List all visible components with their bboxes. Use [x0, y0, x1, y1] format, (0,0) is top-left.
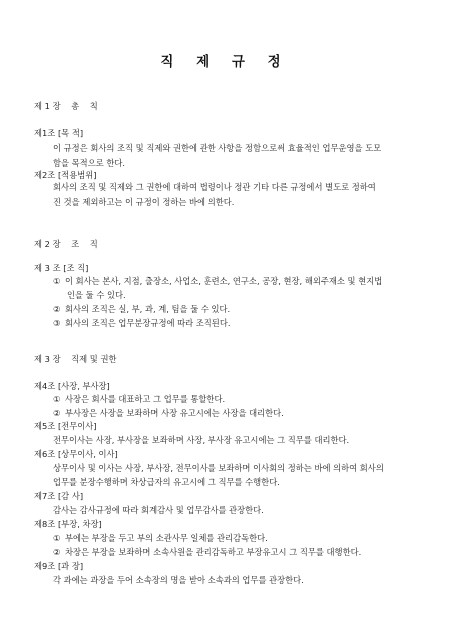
- article-8-item-1: [53, 532, 268, 544]
- article-3-item-2: [53, 303, 230, 315]
- item-text: 사장은 회사를 대표하고 그 업무를 통할한다.: [65, 394, 226, 404]
- item-marker: ②: [53, 547, 61, 557]
- article-3-heading: 제 3 조 [조 직]: [34, 263, 89, 273]
- article-1-line-1: 이 규정은 회사의 조직 및 직제와 권한에 관한 사항을 정함으로써 효율적인 업무운영을 도모: [53, 143, 382, 153]
- item-marker: ③: [53, 318, 61, 328]
- article-8-item-2: [53, 546, 361, 558]
- item-marker: ①: [53, 533, 61, 543]
- article-9-heading: 제9조 [과 장]: [34, 561, 84, 571]
- article-2-line-2: 진 것을 제외하고는 이 규정이 정하는 바에 의한다.: [53, 197, 235, 207]
- article-1-heading: 제1조 [목 적]: [34, 128, 84, 138]
- item-text: 회사의 조직은 업무분장규정에 따라 조직된다.: [65, 318, 231, 328]
- item-text: 회사의 조직은 실, 부, 과, 계, 팀을 둘 수 있다.: [65, 304, 231, 314]
- article-7-heading: 제7조 [감 사]: [34, 491, 84, 501]
- chapter-3-label: 제 3 장 직제 및 권한: [34, 354, 117, 364]
- article-7-line-1: 감사는 감사규정에 따라 회계감사 및 업무감사를 관장한다.: [53, 505, 264, 515]
- article-8-heading: 제8조 [부장, 차장]: [34, 519, 102, 529]
- article-6-line-2: 업무를 분장수행하며 차상급자의 유고시에 그 직무를 수행한다.: [53, 477, 280, 487]
- article-2-heading: 제2조 [적용범위]: [34, 170, 97, 180]
- article-3-item-1: [53, 275, 382, 287]
- article-3-item-1-cont: 인을 둘 수 있다.: [67, 290, 126, 300]
- article-4-heading: 제4조 [사장, 부사장]: [34, 381, 110, 391]
- article-5-line-1: 전무이사는 사장, 부사장을 보좌하며 사장, 부사장 유고시에는 그 직무를 대리한다.: [53, 435, 350, 445]
- article-1-line-2: 함을 목적으로 한다.: [53, 158, 126, 168]
- chapter-1-label: 제 1 장 총 칙: [34, 101, 98, 111]
- article-2-line-1: 회사의 조직 및 직제와 그 권한에 대하여 법령이나 정관 기타 다른 규정에서 별도로 정하여: [53, 182, 376, 192]
- article-6-heading: 제6조 [상무이사, 이사]: [34, 449, 118, 459]
- item-marker: ①: [53, 276, 61, 286]
- article-4-item-2: [53, 407, 284, 419]
- item-marker: ②: [53, 304, 61, 314]
- article-4-item-1: [53, 393, 225, 405]
- article-6-line-1: 상무이사 및 이사는 사장, 부사장, 전무이사를 보좌하며 이사회의 정하는 바에 의하여 회사의: [53, 463, 384, 473]
- article-5-heading: 제5조 [전무이사]: [34, 421, 97, 431]
- item-text: 부사장은 사장을 보좌하며 사장 유고시에는 사장을 대리한다.: [65, 408, 284, 418]
- item-text: 이 회사는 본사, 지점, 출장소, 사업소, 훈련소, 연구소, 공장, 현장, 해외주재소 및 현지법: [65, 276, 383, 286]
- item-marker: ①: [53, 394, 61, 404]
- chapter-2-label: 제 2 장 조 직: [34, 239, 98, 249]
- article-9-line-1: 각 과에는 과장을 두어 소속장의 명을 받아 소속과의 업무를 관장한다.: [53, 575, 304, 585]
- document-title: 직 제 규 정: [160, 54, 290, 70]
- item-text: 차장은 부장을 보좌하며 소속사원을 관리감독하고 부장유고시 그 직무를 대행한다.: [65, 547, 362, 557]
- item-marker: ②: [53, 408, 61, 418]
- article-3-item-3: [53, 317, 230, 329]
- item-text: 부에는 부장을 두고 부의 소관사무 일체를 관리감독한다.: [65, 533, 268, 543]
